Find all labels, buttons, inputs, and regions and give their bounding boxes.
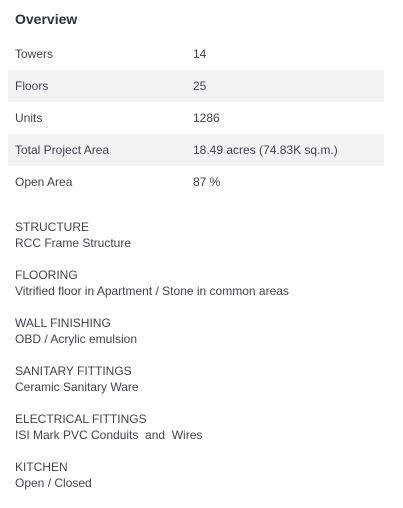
overview-row-floors <box>8 70 384 102</box>
overview-row-label: Open Area <box>15 175 73 189</box>
overview-row-towers <box>8 38 384 70</box>
spec-structure <box>15 219 385 267</box>
overview-row-label: Towers <box>15 47 54 61</box>
spec-title: ELECTRICAL FITTINGS <box>15 412 147 426</box>
overview-row-units <box>8 102 384 134</box>
overview-row-value: 87 % <box>193 175 221 189</box>
spec-title: KITCHEN <box>15 460 68 474</box>
spec-kitchen <box>15 459 385 507</box>
spec-title: SANITARY FITTINGS <box>15 364 132 378</box>
overview-row-value: 1286 <box>193 111 220 125</box>
specifications-list <box>15 219 385 507</box>
spec-title: STRUCTURE <box>15 220 89 234</box>
spec-value: ISI Mark PVC Conduits and Wires <box>15 428 203 442</box>
spec-value: RCC Frame Structure <box>15 236 132 250</box>
overview-row-total-project-area <box>8 134 384 166</box>
spec-wall-finishing <box>15 315 385 363</box>
overview-table <box>8 38 384 198</box>
overview-row-label: Floors <box>15 79 49 93</box>
spec-title: FLOORING <box>15 268 78 282</box>
spec-flooring <box>15 267 385 315</box>
overview-row-open-area <box>8 166 384 198</box>
spec-value: Open / Closed <box>15 476 92 490</box>
overview-title: Overview <box>15 11 78 27</box>
overview-row-value: 14 <box>193 47 207 61</box>
spec-value: OBD / Acrylic emulsion <box>15 332 138 346</box>
spec-title: WALL FINISHING <box>15 316 111 330</box>
overview-row-label: Units <box>15 111 43 125</box>
spec-sanitary-fittings <box>15 363 385 411</box>
spec-value: Vitrified floor in Apartment / Stone in common areas <box>15 284 289 298</box>
overview-row-label: Total Project Area <box>15 143 110 157</box>
spec-value: Ceramic Sanitary Ware <box>15 380 139 394</box>
overview-row-value: 25 <box>193 79 207 93</box>
spec-electrical-fittings <box>15 411 385 459</box>
overview-row-value: 18.49 acres (74.83K sq.m.) <box>193 143 338 157</box>
